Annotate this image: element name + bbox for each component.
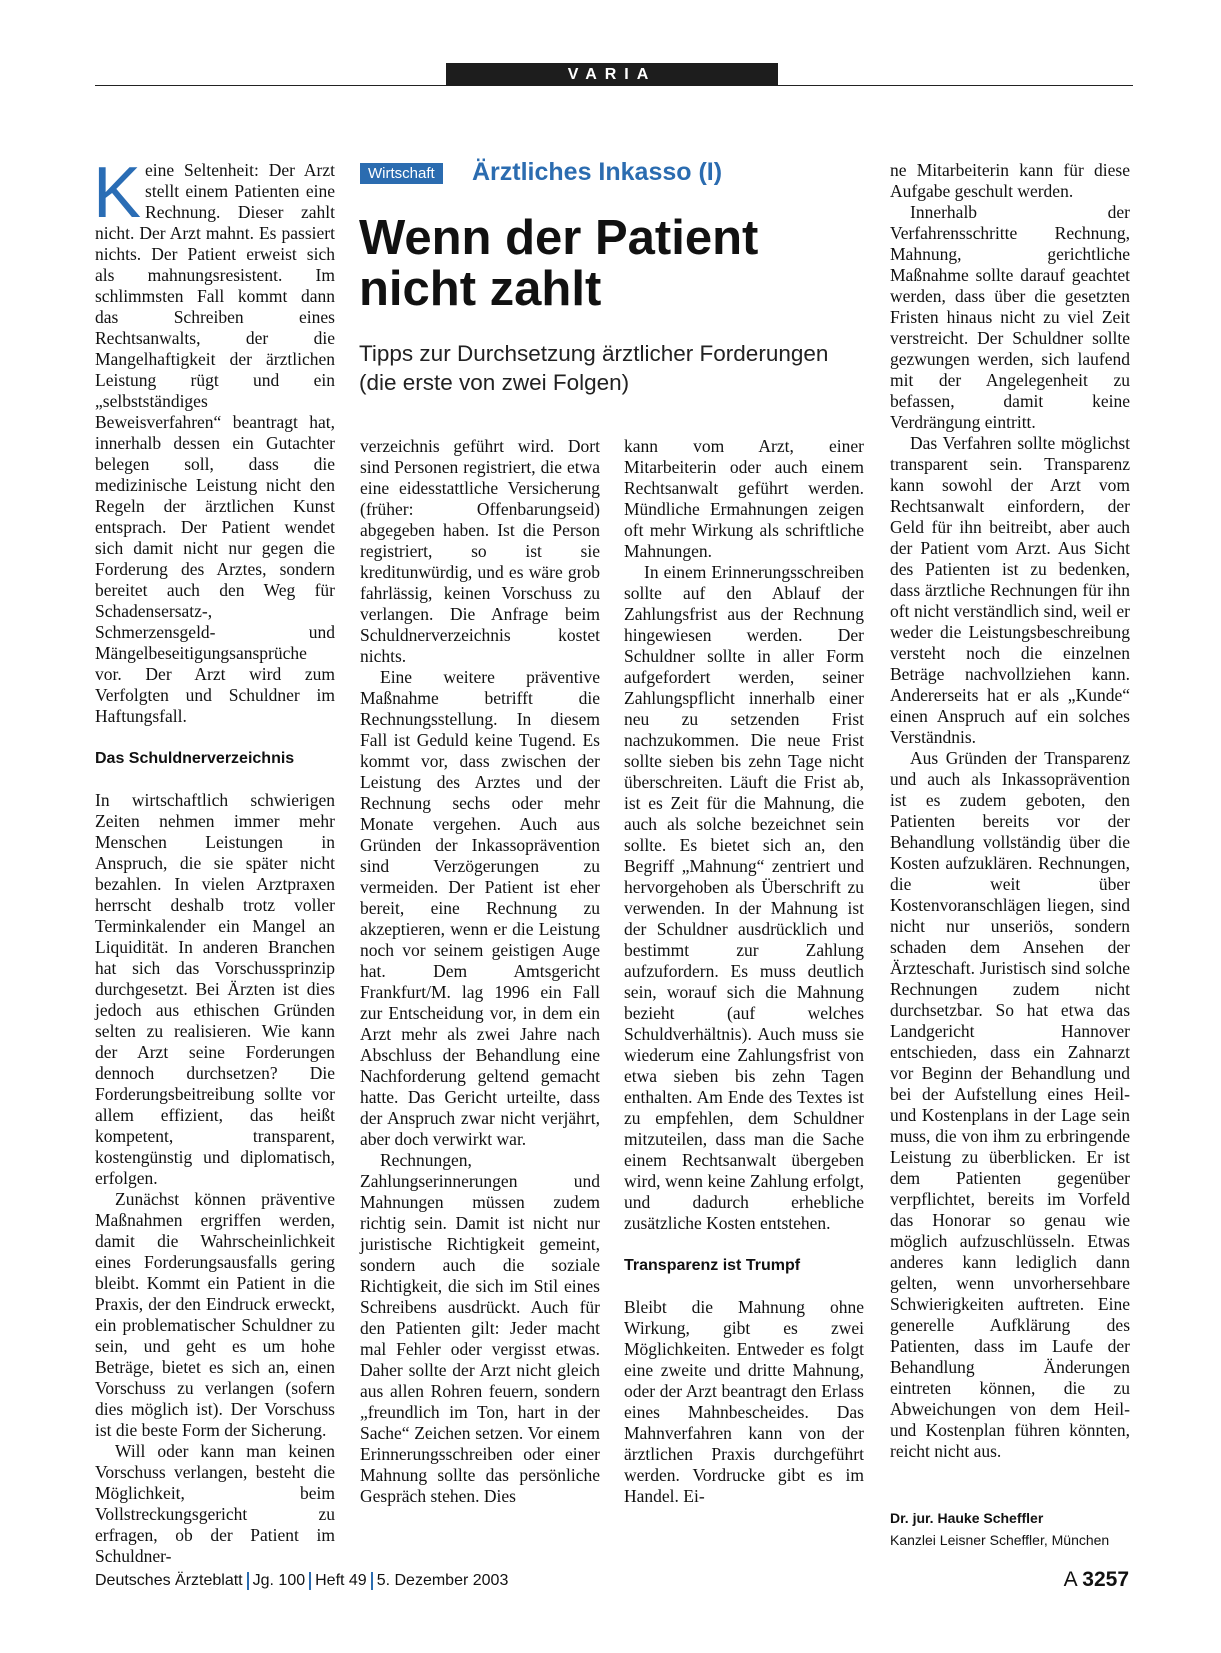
- column-3: [624, 436, 864, 1507]
- paragraph: Das Verfahren sollte möglichst transparent sein. Transparenz kann sowohl der Arzt vom Rechtsanwalt einfordern, der Geld für ihn beitreibt, aber auch der Patient vom Arzt. Aus Sicht des Patienten ist zu bedenken, dass ärztliche Rechnungen für ihn oft nicht verständlich sind, weil er weder die Leistungsbeschreibung versteht noch die einzelnen Beträge nachvollziehen kann. Andererseits hat er als „Kunde“ einen Anspruch auf ein solches Verständnis.: [890, 433, 1130, 747]
- author-name: Dr. jur. Hauke Scheffler: [890, 1510, 1044, 1526]
- paragraph: Rechnungen, Zahlungserinnerungen und Mahnungen müssen zudem richtig sein. Damit ist nicht nur juristische Richtigkeit gemeint, sondern auch die soziale Richtigkeit, die sich im Stil eines Schreibens ausdrückt. Auch für den Patienten gilt: Jeder macht mal Fehler oder vergisst etwas. Daher sollte der Arzt nicht gleich aus allen Rohren feuern, sondern „freundlich im Ton, hart in der Sache“ Zeichen setzen. Vor einem Erinnerungsschreiben oder einer Mahnung sollte das persönliche Gespräch stehen. Dies: [360, 1150, 600, 1506]
- paragraph: verzeichnis geführt wird. Dort sind Personen registriert, die etwa eine eidesstattliche Versicherung (früher: Offenbarungseid) abgegeben haben. Ist die Person registriert, so ist sie kreditunwürdig, und es wäre grob fahrlässig, keinen Vorschuss zu verlangen. Die Anfrage beim Schuldnerverzeichnis kostet nichts.: [360, 436, 600, 666]
- author-firm: Kanzlei Leisner Scheffler, München: [890, 1532, 1110, 1548]
- date: 5. Dezember 2003: [376, 1572, 509, 1590]
- subheading-transparenz: Transparenz ist Trumpf: [624, 1257, 801, 1274]
- column-1: [93, 153, 335, 1567]
- paragraph: kann vom Arzt, einer Mitarbeiterin oder auch einem Rechtsanwalt geführt werden. Mündliche Ermahnungen zeigen oft mehr Wirkung als schriftliche Mahnungen.: [624, 436, 864, 561]
- section-label: VARIA: [446, 63, 778, 86]
- paragraph: Zunächst können präventive Maßnahmen ergriffen werden, damit die Wahrscheinlichkeit eines Forderungsausfalls gering bleibt. Kommt ein Patient in die Praxis, der den Eindruck erweckt, ein problematischer Schuldner zu sein, und geht es um hohe Beträge, bietet es sich an, einen Vorschuss zu verlangen (sofern dies möglich ist). Der Vorschuss ist die beste Form der Sicherung.: [95, 1189, 335, 1440]
- footer: [95, 1572, 508, 1590]
- category-tag: Wirtschaft: [360, 163, 443, 184]
- article-kicker: Ärztliches Inkasso (I): [472, 158, 723, 186]
- article-subhead: Tipps zur Durchsetzung ärztlicher Forderungen (die erste von zwei Folgen): [359, 341, 829, 395]
- intro-paragraph: Keine Seltenheit: Der Arzt stellt einem Patienten eine Rechnung. Dieser zahlt nicht. Der Arzt mahnt. Es passiert nichts. Der Patient erweist sich als mahnungsresistent. Im schlimmsten Fall kommt dann das Schreiben eines Rechtsanwalts, der die Mangelhaftigkeit der ärztlichen Leistung rügt und ein „selbstständiges Beweisverfahren“ beantragt hat, innerhalb dessen ein Gutachter belegen soll, dass die medizinische Leistung nicht den Regeln der ärztlichen Kunst entsprach. Der Patient wendet sich damit nicht nur gegen die Forderung des Arztes, sondern bereitet auch den Weg für Schadensersatz-, Schmerzensgeld- und Mängelbeseitigungsansprüche vor. Der Arzt wird zum Verfolgten und Schuldner im Haftungsfall.: [93, 153, 335, 726]
- page-number: A 3257: [1063, 1568, 1129, 1591]
- separator: [247, 1572, 249, 1590]
- paragraph: Innerhalb der Verfahrensschritte Rechnung, Mahnung, gerichtliche Maßnahme sollte darauf geachtet werden, dass über die gesetzten Fristen hinaus nicht zu viel Zeit verstreicht. Der Schuldner sollte gezwungen werden, sich laufend mit der Angelegenheit zu befassen, damit keine Verdrängung eintritt.: [890, 202, 1130, 432]
- journal-name: Deutsches Ärzteblatt: [95, 1572, 243, 1590]
- paragraph: In einem Erinnerungsschreiben sollte auf den Ablauf der Zahlungsfrist aus der Rechnung hingewiesen werden. Der Schuldner sollte in aller Form aufgefordert werden, seiner Zahlungspflicht innerhalb einer neu zu setzenden Frist nachzukommen. Die neue Frist sollte sieben bis zehn Tage nicht überschreiten. Läuft die Frist ab, ist es Zeit für die Mahnung, die auch als solche bezeichnet sein sollte. Es bietet sich an, den Begriff „Mahnung“ zentriert und hervorgehoben als Überschrift zu verwenden. In der Mahnung ist der Schuldner ausdrücklich und bestimmt zur Zahlung aufzufordern. Es muss deutlich sein, worauf sich die Mahnung bezieht (auf welches Schuldverhältnis). Auch muss sie wiederum eine Zahlungsfrist von etwa sieben bis zehn Tagen enthalten. Am Ende des Textes ist zu empfehlen, dem Schuldner mitzuteilen, dass man die Sache einem Rechtsanwalt übergeben wird, wenn keine Zahlung erfolgt, und dadurch erhebliche zusätzliche Kosten entstehen.: [624, 562, 864, 1233]
- paragraph: Eine weitere präventive Maßnahme betrifft die Rechnungsstellung. In diesem Fall ist Geduld keine Tugend. Es kommt vor, dass zwischen der Leistung des Arztes und der Rechnung sechs oder mehr Monate vergehen. Auch aus Gründen der Inkassoprävention sind Verzögerungen zu vermeiden. Der Patient ist eher bereit, eine Rechnung zu akzeptieren, wenn er die Leistung noch vor seinem geistigen Auge hat. Dem Amtsgericht Frankfurt/M. lag 1996 ein Fall zur Entscheidung vor, in dem ein Arzt mehr als zwei Jahre nach Abschluss der Behandlung eine Nachforderung geltend gemacht hatte. Das Gericht urteilte, dass der Anspruch zwar nicht verjährt, aber doch verwirkt war.: [360, 667, 600, 1149]
- article-headline: Wenn der Patient nicht zahlt: [359, 211, 759, 316]
- issue: Heft 49: [315, 1572, 367, 1590]
- paragraph: In wirtschaftlich schwierigen Zeiten nehmen immer mehr Menschen Leistungen in Anspruch, die sie später nicht bezahlen. In vielen Arztpraxen herrscht deshalb trotz voller Terminkalender ein Mangel an Liquidität. In anderen Branchen hat sich das Vorschussprinzip durchgesetzt. Bei Ärzten ist dies jedoch aus ethischen Gründen selten zu realisieren. Wie kann der Arzt seine Forderungen dennoch durchsetzen? Die Forderungsbeitreibung sollte vor allem effizient, das heißt kompetent, transparent, kostengünstig und diplomatisch, erfolgen.: [95, 790, 335, 1188]
- paragraph: Bleibt die Mahnung ohne Wirkung, gibt es zwei Möglichkeiten. Entweder es folgt eine zweite und dritte Mahnung, oder der Arzt beantragt den Erlass eines Mahnbescheides. Das Mahnverfahren kann von der ärztlichen Praxis durchgeführt werden. Vordrucke gibt es im Handel. Ei-: [624, 1297, 864, 1506]
- author-block: [890, 1510, 1109, 1548]
- subheading-schuldnerverzeichnis: Das Schuldnerverzeichnis: [95, 750, 295, 767]
- paragraph: Will oder kann man keinen Vorschuss verlangen, besteht die Möglichkeit, beim Vollstreckungsgericht zu erfragen, ob der Patient im Schuldner-: [95, 1441, 335, 1566]
- separator: [309, 1572, 311, 1590]
- column-4: [890, 160, 1130, 1462]
- dropcap: K: [93, 153, 142, 233]
- paragraph: Aus Gründen der Transparenz und auch als Inkassoprävention ist es zudem geboten, den Patienten bereits vor der Behandlung vollständig über die Kosten aufzuklären. Rechnungen, die weit über Kostenvoranschlägen liegen, sind nicht nur unseriös, sondern schaden dem Ansehen der Ärzteschaft. Juristisch sind solche Rechnungen zudem nicht durchsetzbar. So hat etwa das Landgericht Hannover entschieden, dass ein Zahnarzt vor Beginn der Behandlung und bei der Aufstellung eines Heil- und Kostenplans in der Lage sein muss, die von ihm zu erbringende Leistung zu überblicken. Er ist dem Patienten gegenüber verpflichtet, bereits im Vorfeld das Honorar so genau wie möglich aufzuschlüsseln. Etwas anderes kann lediglich dann gelten, wenn unvorhersehbare Schwierigkeiten auftreten. Eine generelle Aufklärung des Patienten, dass im Laufe der Behandlung Änderungen eintreten können, die zu Abweichungen von dem Heil- und Kostenplan führen könnten, reicht nicht aus.: [890, 748, 1130, 1461]
- separator: [371, 1572, 373, 1590]
- column-2: [360, 436, 600, 1507]
- paragraph: ne Mitarbeiterin kann für diese Aufgabe geschult werden.: [890, 160, 1130, 201]
- volume: Jg. 100: [252, 1572, 306, 1590]
